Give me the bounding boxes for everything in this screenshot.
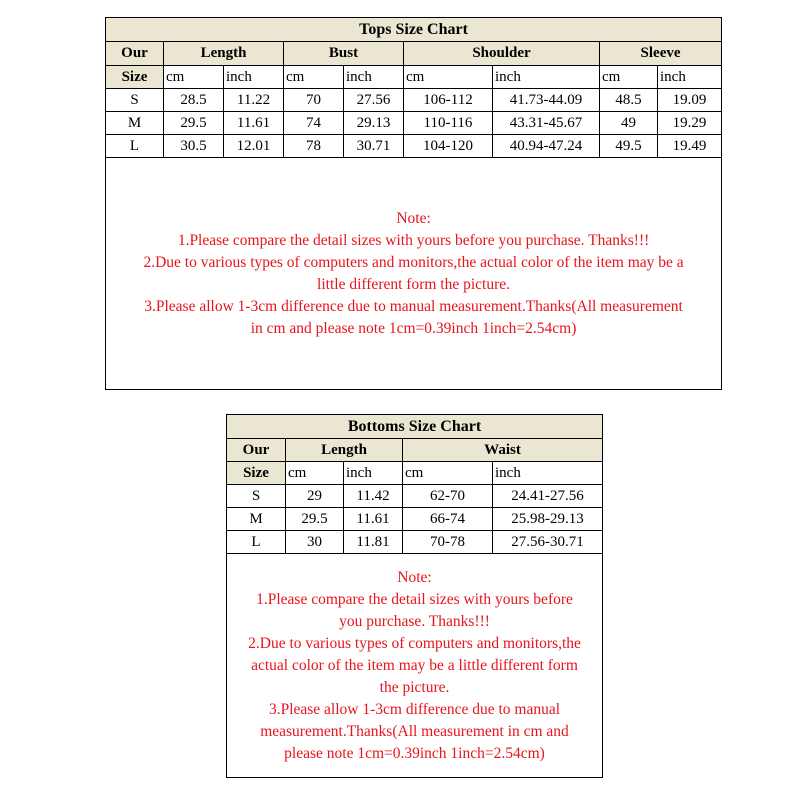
size-cell: S <box>227 485 286 508</box>
table-cell: 28.5 <box>164 89 224 112</box>
table-row <box>227 485 603 508</box>
table-cell: 12.01 <box>224 135 284 158</box>
note-line: the picture. <box>379 678 450 696</box>
group-header-length: Length <box>164 42 284 66</box>
unit-header: inch <box>344 66 404 89</box>
table-cell: 11.42 <box>344 485 403 508</box>
table-cell: 19.29 <box>658 112 722 135</box>
table-cell: 66-74 <box>403 508 493 531</box>
note-line: Note: <box>396 209 431 227</box>
table-cell: 74 <box>284 112 344 135</box>
tops-note <box>106 158 722 390</box>
note-line: Note: <box>397 568 432 586</box>
table-cell: 11.61 <box>224 112 284 135</box>
table-cell: 104-120 <box>404 135 493 158</box>
table-cell: 29.5 <box>286 508 344 531</box>
note-line: in cm and please note 1cm=0.39inch 1inch=2.54cm) <box>250 319 577 337</box>
table-cell: 78 <box>284 135 344 158</box>
table-cell: 27.56 <box>344 89 404 112</box>
unit-header: cm <box>403 462 493 485</box>
table-row <box>106 112 722 135</box>
table-cell: 19.49 <box>658 135 722 158</box>
note-line: you purchase. Thanks!!! <box>339 612 490 630</box>
table-cell: 11.61 <box>344 508 403 531</box>
table-cell: 106-112 <box>404 89 493 112</box>
table-cell: 11.81 <box>344 531 403 554</box>
note-line: please note 1cm=0.39inch 1inch=2.54cm) <box>284 744 545 762</box>
table-row <box>106 89 722 112</box>
table-cell: 29.5 <box>164 112 224 135</box>
unit-header: inch <box>658 66 722 89</box>
bottoms-chart-title: Bottoms Size Chart <box>227 415 603 439</box>
tops-size-chart <box>105 17 722 390</box>
unit-header: cm <box>600 66 658 89</box>
table-cell: 30.71 <box>344 135 404 158</box>
table-cell: 30 <box>286 531 344 554</box>
size-cell: L <box>227 531 286 554</box>
note-line: 3.Please allow 1-3cm difference due to manual <box>268 700 561 718</box>
size-cell: L <box>106 135 164 158</box>
size-header-our: Our <box>106 42 164 66</box>
group-header-shoulder: Shoulder <box>404 42 600 66</box>
table-row <box>227 531 603 554</box>
note-line: measurement.Thanks(All measurement in cm and <box>260 722 569 740</box>
group-header-bust: Bust <box>284 42 404 66</box>
note-line: 2.Due to various types of computers and monitors,the actual color of the item may be a <box>143 253 684 271</box>
table-cell: 70 <box>284 89 344 112</box>
note-line: little different form the picture. <box>317 275 511 293</box>
size-header-our: Our <box>227 439 286 462</box>
table-cell: 49.5 <box>600 135 658 158</box>
note-line: 1.Please compare the detail sizes with yours before you purchase. Thanks!!! <box>177 231 650 249</box>
table-cell: 19.09 <box>658 89 722 112</box>
bottoms-note <box>227 554 603 778</box>
note-line: 1.Please compare the detail sizes with yours before <box>256 590 573 608</box>
table-cell: 41.73-44.09 <box>493 89 600 112</box>
size-header-size: Size <box>227 462 286 485</box>
note-line: 2.Due to various types of computers and monitors,the <box>248 634 581 652</box>
unit-header: cm <box>286 462 344 485</box>
unit-header: cm <box>164 66 224 89</box>
unit-header: cm <box>284 66 344 89</box>
table-row <box>227 508 603 531</box>
group-header-waist: Waist <box>403 439 603 462</box>
unit-header: inch <box>224 66 284 89</box>
table-cell: 29 <box>286 485 344 508</box>
table-cell: 70-78 <box>403 531 493 554</box>
table-cell: 43.31-45.67 <box>493 112 600 135</box>
table-cell: 48.5 <box>600 89 658 112</box>
table-cell: 30.5 <box>164 135 224 158</box>
table-cell: 62-70 <box>403 485 493 508</box>
table-cell: 24.41-27.56 <box>493 485 603 508</box>
note-line: actual color of the item may be a little different form <box>251 656 578 674</box>
size-cell: M <box>106 112 164 135</box>
table-cell: 40.94-47.24 <box>493 135 600 158</box>
table-cell: 25.98-29.13 <box>493 508 603 531</box>
tops-chart-title: Tops Size Chart <box>106 18 722 42</box>
table-cell: 110-116 <box>404 112 493 135</box>
group-header-length: Length <box>286 439 403 462</box>
table-cell: 29.13 <box>344 112 404 135</box>
table-cell: 11.22 <box>224 89 284 112</box>
size-cell: M <box>227 508 286 531</box>
note-line: 3.Please allow 1-3cm difference due to manual measurement.Thanks(All measurement <box>144 297 683 315</box>
unit-header: cm <box>404 66 493 89</box>
table-row <box>106 135 722 158</box>
bottoms-size-chart <box>226 414 603 778</box>
unit-header: inch <box>493 462 603 485</box>
group-header-sleeve: Sleeve <box>600 42 722 66</box>
size-header-size: Size <box>106 66 164 89</box>
unit-header: inch <box>344 462 403 485</box>
table-cell: 27.56-30.71 <box>493 531 603 554</box>
size-cell: S <box>106 89 164 112</box>
unit-header: inch <box>493 66 600 89</box>
table-cell: 49 <box>600 112 658 135</box>
